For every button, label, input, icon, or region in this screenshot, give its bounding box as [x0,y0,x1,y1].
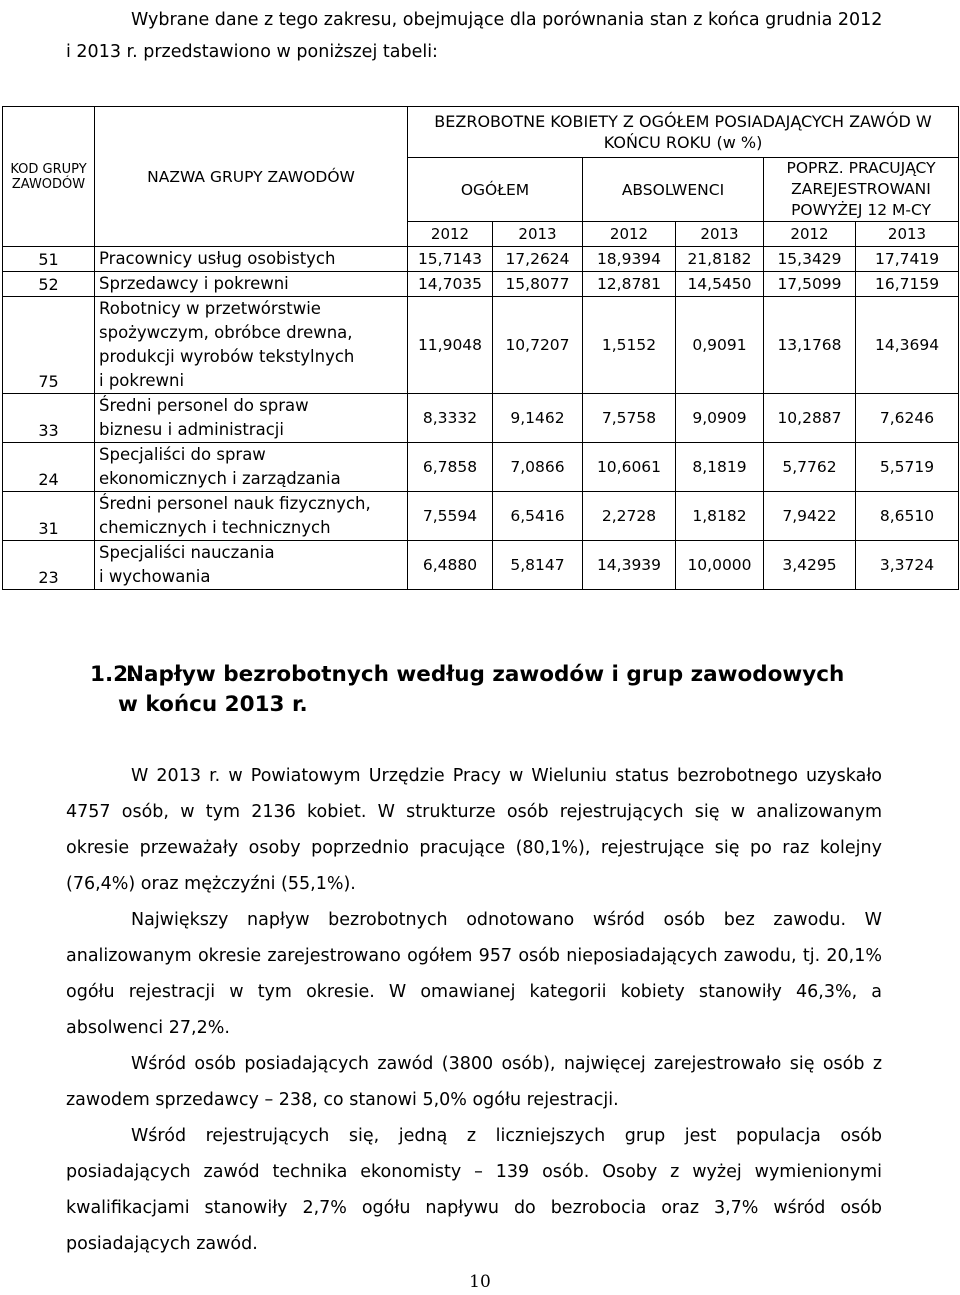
table-row [3,541,959,590]
section-title-line-1: Napływ bezrobotnych według zawodów i grup zawodowych [126,662,845,687]
cell-value: 8,1819 [676,443,764,492]
cell-value: 7,5594 [408,492,493,541]
row-code: 24 [3,443,95,492]
section-heading [90,660,890,720]
intro-line-1: Wybrane dane z tego zakresu, obejmujące dla porównania stan z końca grudnia 2012 [131,10,883,30]
cell-value: 5,8147 [493,541,583,590]
cell-value: 15,3429 [764,247,856,272]
cell-value: 5,7762 [764,443,856,492]
year-header: 2012 [583,222,676,247]
cell-value: 13,1768 [764,297,856,394]
year-header: 2013 [676,222,764,247]
body-text [66,758,882,1262]
paragraph: W 2013 r. w Powiatowym Urzędzie Pracy w Wieluniu status bezrobotnego uzyskało 4757 osób, w tym 2136 kobiet. W strukturze osób rejestrujących się w analizowanym okresie przeważały osoby poprzednio pracujące (80,1%), rejestrujące się po raz kolejny (76,4%) oraz mężczyźni (55,1%). [66,766,882,894]
row-code: 23 [3,541,95,590]
cell-value: 0,9091 [676,297,764,394]
cell-value: 6,5416 [493,492,583,541]
section-number: 1.2. [90,662,137,687]
cell-value: 21,8182 [676,247,764,272]
cell-value: 7,5758 [583,394,676,443]
paragraph: Wśród osób posiadających zawód (3800 osób), najwięcej zarejestrowało się osób z zawodem sprzedawcy – 238, co stanowi 5,0% ogółu rejestracji. [66,1054,882,1110]
table-row [3,394,959,443]
cell-value: 3,4295 [764,541,856,590]
cell-value: 12,8781 [583,272,676,297]
cell-value: 3,3724 [856,541,959,590]
header-ogolem: OGÓŁEM [408,158,583,222]
table-row [3,272,959,297]
table-row [3,443,959,492]
cell-value: 10,2887 [764,394,856,443]
year-header: 2012 [764,222,856,247]
cell-value: 17,2624 [493,247,583,272]
cell-value: 9,0909 [676,394,764,443]
cell-value: 15,8077 [493,272,583,297]
cell-value: 14,5450 [676,272,764,297]
section-title-line-2: w końcu 2013 r. [118,692,308,717]
row-code: 31 [3,492,95,541]
cell-value: 14,3939 [583,541,676,590]
table-row [3,492,959,541]
row-name: Sprzedawcy i pokrewni [95,272,408,297]
cell-value: 9,1462 [493,394,583,443]
cell-value: 6,4880 [408,541,493,590]
cell-value: 1,5152 [583,297,676,394]
cell-value: 10,6061 [583,443,676,492]
intro-line-2: i 2013 r. przedstawiono w poniższej tabeli: [66,42,438,62]
table-row [3,247,959,272]
unemployed-women-table [2,106,959,590]
header-group: BEZROBOTNE KOBIETY Z OGÓŁEM POSIADAJĄCYCH ZAWÓD W KOŃCU ROKU (w %) [408,107,959,158]
row-code: 52 [3,272,95,297]
cell-value: 5,5719 [856,443,959,492]
row-code: 75 [3,297,95,394]
cell-value: 7,0866 [493,443,583,492]
paragraph: Największy napływ bezrobotnych odnotowano wśród osób bez zawodu. W analizowanym okresie zarejestrowano ogółem 957 osób nieposiadających zawodu, tj. 20,1% ogółu rejestracji w tym okresie. W omawianej kategorii kobiety stanowiły 46,3%, a absolwenci 27,2%. [66,910,882,1038]
header-poprz-pracujacy: POPRZ. PRACUJĄCY ZAREJESTROWANI POWYŻEJ 12 M-CY [764,158,959,222]
cell-value: 11,9048 [408,297,493,394]
row-name: Specjaliści nauczania i wychowania [95,541,408,590]
cell-value: 8,6510 [856,492,959,541]
table-row [3,297,959,394]
cell-value: 8,3332 [408,394,493,443]
cell-value: 16,7159 [856,272,959,297]
row-name: Robotnicy w przetwórstwie spożywczym, obróbce drewna, produkcji wyrobów tekstylnych i pokrewni [95,297,408,394]
cell-value: 17,5099 [764,272,856,297]
cell-value: 10,7207 [493,297,583,394]
row-code: 33 [3,394,95,443]
row-name: Średni personel nauk fizycznych, chemicznych i technicznych [95,492,408,541]
cell-value: 10,0000 [676,541,764,590]
header-name: NAZWA GRUPY ZAWODÓW [95,107,408,247]
row-code: 51 [3,247,95,272]
header-absolwenci: ABSOLWENCI [583,158,764,222]
cell-value: 18,9394 [583,247,676,272]
cell-value: 17,7419 [856,247,959,272]
cell-value: 15,7143 [408,247,493,272]
year-header: 2012 [408,222,493,247]
year-header: 2013 [493,222,583,247]
row-name: Pracownicy usług osobistych [95,247,408,272]
header-code: KOD GRUPY ZAWODÓW [3,107,95,247]
page-number: 10 [469,1272,491,1292]
cell-value: 7,6246 [856,394,959,443]
paragraph: Wśród rejestrujących się, jedną z liczniejszych grup jest populacja osób posiadających zawód technika ekonomisty – 139 osób. Osoby z wyżej wymienionymi kwalifikacjami stanowiły 2,7% ogółu napływu do bezrobocia oraz 3,7% wśród osób posiadających zawód. [66,1126,882,1254]
cell-value: 1,8182 [676,492,764,541]
row-name: Średni personel do spraw biznesu i administracji [95,394,408,443]
cell-value: 6,7858 [408,443,493,492]
intro-text [66,4,946,68]
cell-value: 7,9422 [764,492,856,541]
cell-value: 2,2728 [583,492,676,541]
cell-value: 14,7035 [408,272,493,297]
year-header: 2013 [856,222,959,247]
row-name: Specjaliści do spraw ekonomicznych i zarządzania [95,443,408,492]
cell-value: 14,3694 [856,297,959,394]
